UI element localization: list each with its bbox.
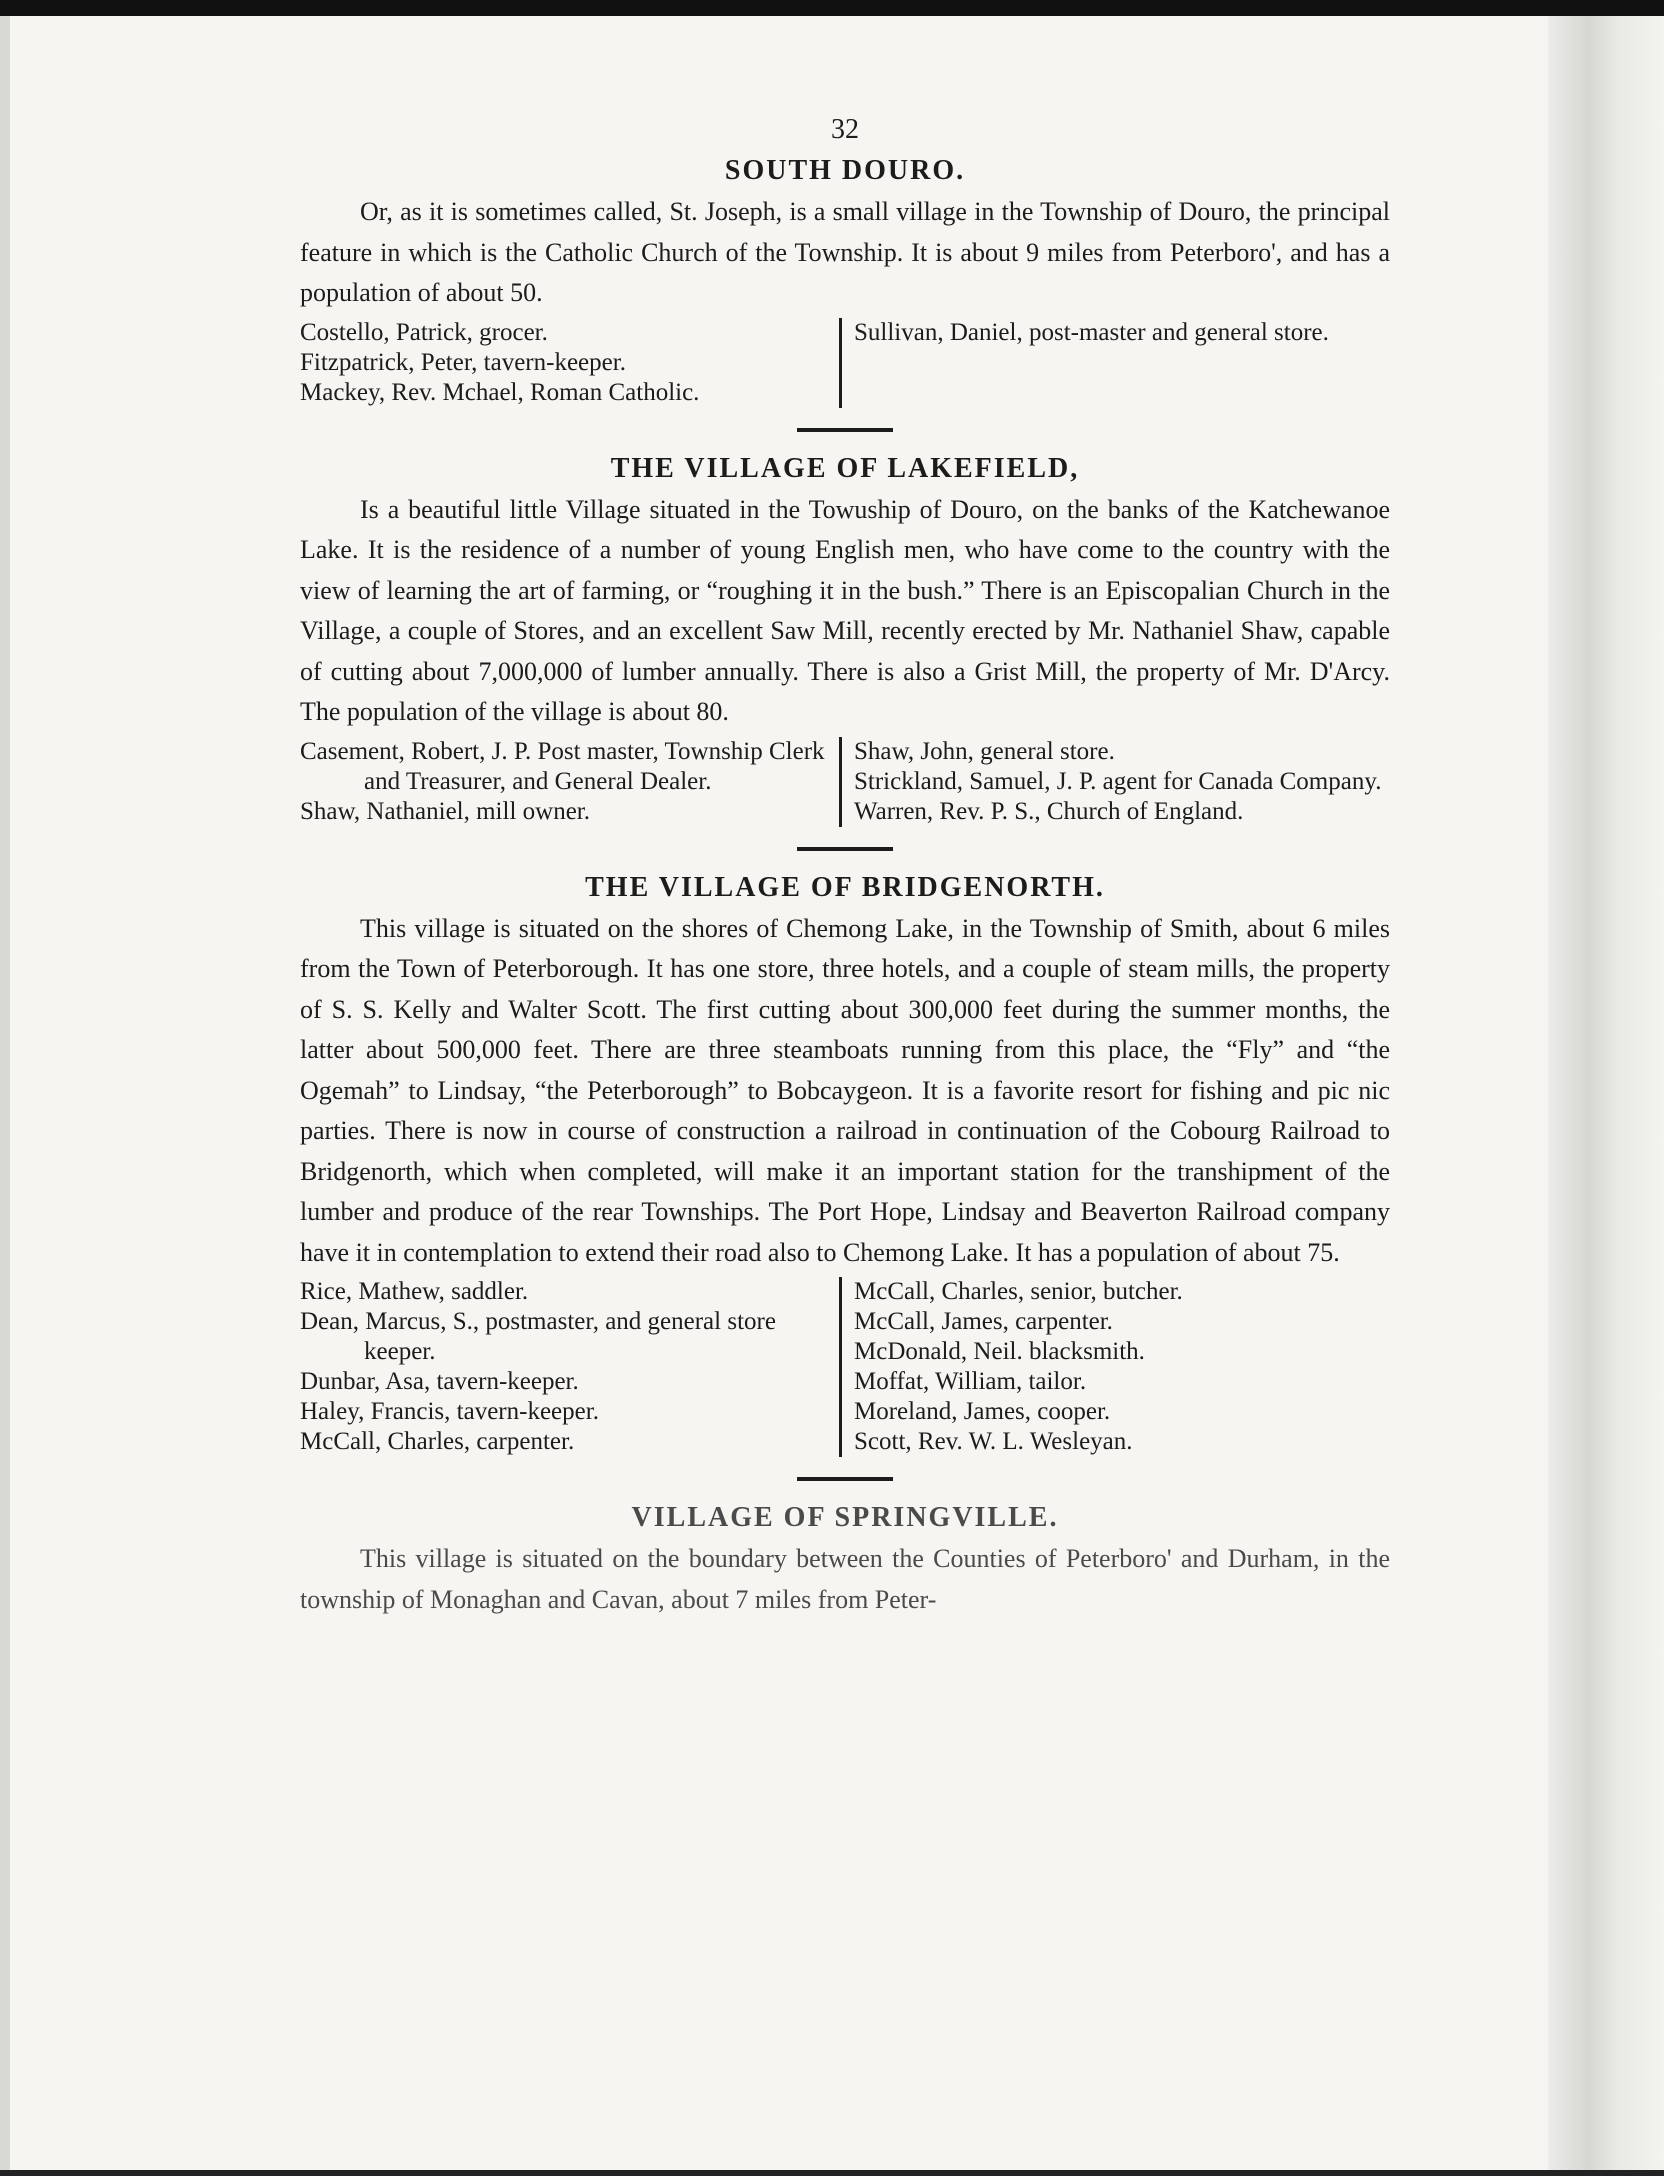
directory-entry: Casement, Robert, J. P. Post master, Township Clerk and Treasurer, and General Dealer.	[300, 737, 825, 795]
section-heading: THE VILLAGE OF LAKEFIELD,	[610, 452, 1080, 484]
directory-listing	[300, 737, 1390, 827]
section-lakefield	[300, 448, 1390, 827]
directory-entry: Dean, Marcus, S., postmaster, and general store keeper.	[300, 1308, 776, 1365]
section-paragraph: Is a beautiful little Village situated in the Towuship of Douro, on the banks of the Katchewanoe Lake. It is the residence of a number of young English men, who have come to the country with the view of learning the art of farming, or “roughing it in the bush.” There is an Episcopalian Church in the Village, a couple of Stores, and an excellent Saw Mill, recently erected by Mr. Nathaniel Shaw, capable of cutting about 7,000,000 of lumber annually. There is also a Grist Mill, the property of Mr. D'Arcy. The population of the village is about 80.	[300, 494, 1390, 726]
directory-right-column	[842, 1277, 1384, 1457]
directory-entry: Sullivan, Daniel, post-master and general store.	[854, 318, 1329, 346]
left-page-edge	[0, 16, 10, 2170]
directory-left-column	[300, 1277, 842, 1457]
section-springville	[300, 1497, 1390, 1620]
section-bridgenorth	[300, 867, 1390, 1458]
directory-entry: Shaw, Nathaniel, mill owner.	[300, 797, 590, 825]
directory-entry: Dunbar, Asa, tavern-keeper.	[300, 1368, 579, 1395]
section-divider	[797, 428, 893, 432]
directory-entry: Mackey, Rev. Mchael, Roman Catholic.	[300, 378, 700, 406]
section-heading: VILLAGE OF SPRINGVILLE.	[631, 1502, 1059, 1533]
directory-entry: Fitzpatrick, Peter, tavern-keeper.	[300, 348, 626, 376]
directory-listing	[300, 318, 1390, 408]
directory-entry: Moreland, James, cooper.	[854, 1398, 1111, 1425]
directory-left-column	[300, 318, 842, 408]
top-scan-border	[0, 0, 1664, 16]
directory-entry: McCall, James, carpenter.	[854, 1308, 1113, 1335]
section-divider	[797, 1477, 893, 1481]
directory-entry: Shaw, John, general store.	[854, 737, 1115, 765]
directory-entry: Costello, Patrick, grocer.	[300, 318, 548, 346]
directory-right-column	[842, 318, 1384, 408]
right-page-edge	[1548, 16, 1664, 2170]
section-heading: SOUTH DOURO.	[724, 155, 966, 186]
section-south-douro	[300, 150, 1390, 408]
section-paragraph: This village is situated on the shores of Chemong Lake, in the Township of Smith, about 6 miles from the Town of Peterborough. It has one store, three hotels, and a couple of steam mills, the property of S. S. Kelly and Walter Scott. The first cutting about 300,000 feet during the summer months, the latter about 500,000 feet. There are three steamboats running from this place, the “Fly” and “the Ogemah” to Lindsay, “the Peterborough” to Bobcaygeon. It is a favorite resort for fishing and pic nic parties. There is now in course of construction a railroad in continuation of the Cobourg Railroad to Bridgenorth, which when completed, will make it an important station for the transhipment of the lumber and produce of the rear Townships. The Port Hope, Lindsay and Beaverton Railroad company have it in contemplation to extend their road also to Chemong Lake. It has a population of about 75.	[300, 913, 1390, 1267]
directory-entry: Scott, Rev. W. L. Wesleyan.	[854, 1428, 1133, 1455]
section-paragraph: Or, as it is sometimes called, St. Joseph, is a small village in the Township of Douro, the principal feature in which is the Catholic Church of the Township. It is about 9 miles from Peterboro', and has a population of about 50.	[300, 197, 1390, 307]
directory-entry: Moffat, William, tailor.	[854, 1368, 1087, 1395]
directory-listing	[300, 1277, 1390, 1457]
document-page	[300, 110, 1390, 1620]
section-divider	[797, 847, 893, 851]
directory-entry: McCall, Charles, senior, butcher.	[854, 1278, 1183, 1305]
bottom-scan-border	[0, 2170, 1664, 2176]
directory-entry: Haley, Francis, tavern-keeper.	[300, 1398, 599, 1425]
directory-left-column	[300, 737, 842, 827]
directory-entry: Strickland, Samuel, J. P. agent for Canada Company.	[854, 767, 1382, 795]
section-paragraph: This village is situated on the boundary between the Counties of Peterboro' and Durham, in the township of Monaghan and Cavan, about 7 miles from Peter-	[300, 1544, 1390, 1614]
directory-entry: McDonald, Neil. blacksmith.	[854, 1338, 1145, 1365]
section-heading: THE VILLAGE OF BRIDGENORTH.	[585, 871, 1105, 903]
page-number: 32	[831, 114, 859, 145]
directory-entry: Rice, Mathew, saddler.	[300, 1278, 529, 1305]
directory-entry: Warren, Rev. P. S., Church of England.	[854, 797, 1244, 825]
directory-right-column	[842, 737, 1384, 827]
directory-entry: McCall, Charles, carpenter.	[300, 1428, 575, 1455]
